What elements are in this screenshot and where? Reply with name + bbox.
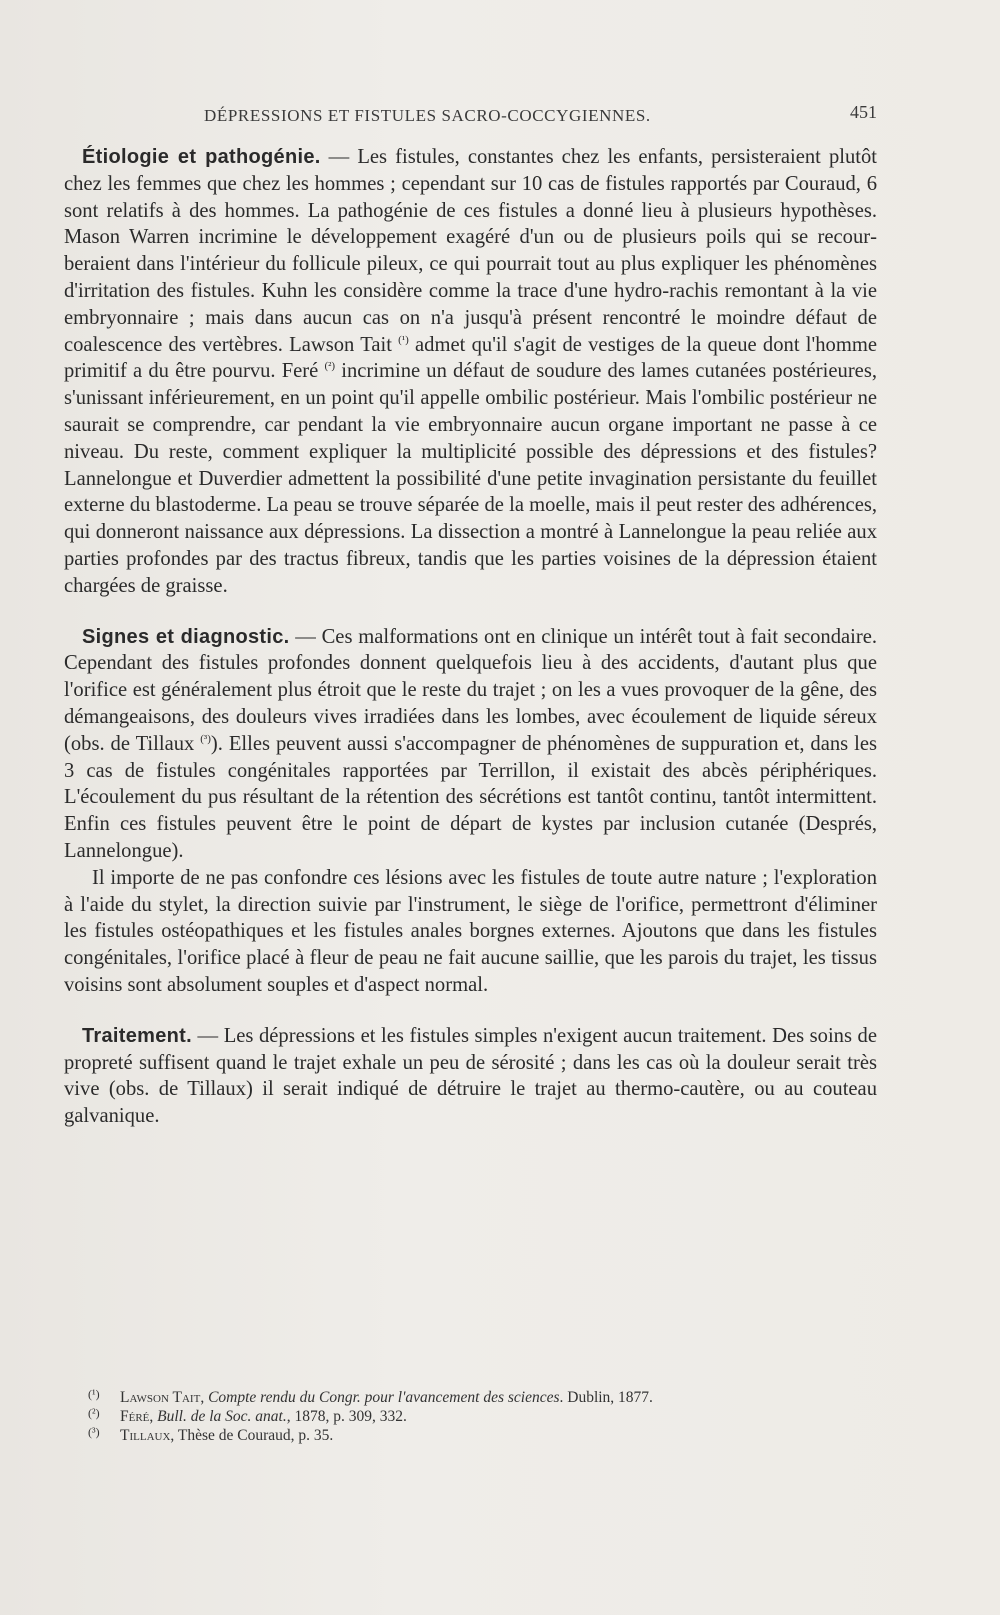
paragraph-text: — Les dépressions et les fistules simples n'exigent aucun traitement. Des soins de propreté suffisent quand le trajet exhale un peu de sérosité ; dans les cas où la douleur serait très vive (obs. de Tillaux) il serait indiqué de détruire le trajet au thermo-cautère, ou au couteau galvanique.	[64, 1024, 877, 1128]
footnote-reference: (³)	[200, 732, 211, 745]
footnote-1	[88, 1388, 878, 1407]
paragraph-text: — Les fistules, constantes chez les enfants, persisteraient plutôt chez les femmes que chez les hommes ; cependant sur 10 cas de fistules rapportés par Couraud, 6 sont relatifs à des hommes. La pathogénie de ces fistules a donné lieu à plusieurs hypothèses. Mason Warren incrimine le développement exagéré d'un ou de plusieurs poils qui se recourberaient dans l'intérieur du follicule pileux, ce qui pourrait tout au plus expliquer les phénomènes d'irritation des fistules. Kuhn les considère comme la trace d'une hydro-rachis remontant à la vie embryonnaire ; mais dans aucun cas on n'a jusqu'à présent rencontré le moindre défaut de coalescence des vertèbres. Lawson Tait	[64, 146, 877, 356]
footnote-separator: ,	[149, 1408, 158, 1425]
footnote-mark: (³)	[88, 1425, 100, 1439]
section-heading-etiologie: Étiologie et pathogénie.	[82, 146, 321, 168]
running-head	[64, 102, 877, 130]
footnote-reference: (²)	[324, 360, 336, 373]
footnote-reference: (¹)	[398, 333, 409, 346]
footnote-rest: Thèse de Couraud, p. 35.	[177, 1427, 334, 1444]
paragraph-text: — Ces malformations ont en clinique un intérêt tout à fait secondaire. Cependant des fistules profondes donnent quelquefois lieu à des accidents, d'autant plus que l'orifice est généralement plus étroit que le reste du trajet ; on les a vues provoquer de la gêne, des démangeaisons, des douleurs vives irradiées dans les lombes, avec écoulement de liquide séreux (obs. de Tillaux	[64, 625, 877, 755]
footnote-author: Féré	[120, 1408, 150, 1425]
footnote-2	[88, 1407, 878, 1426]
paragraph-text: admet qu'il s'agit de vestiges de la queue dont l'homme primitif a du être pourvu. Feré	[64, 333, 877, 383]
footnote-author: Tillaux	[120, 1427, 171, 1444]
paragraph-text: incrimine un défaut de soudure des lames cutanées postérieures, s'unissant inférieurement, en un point qu'il appelle ombilic postérieur. Mais l'ombilic postérieur ne saurait se comprendre, car pendant la vie embryonnaire aucun organe important ne passe à ce niveau. Du reste, comment expliquer la multiplicité possible des dépressions et des fistules? Lannelongue et Duverdier admettent la possibilité d'une petite invagination persistante du feuillet externe du blastoderme. La peau se trouve séparée de la moelle, mais il peut rester des adhérences, qui donneront naissance aux dépressions. La dissection a montré à Lannelongue la peau reliée aux parties profondes par des tractus fibreux, tandis que les parties voisines de la dépression étaient chargées de graisse.	[64, 360, 877, 597]
section-traitement	[64, 1023, 877, 1130]
footnote-title: Compte rendu du Congr. pour l'avancement des sciences	[208, 1389, 560, 1406]
section-etiologie	[64, 144, 877, 600]
paragraph-diagnostic: Il importe de ne pas confondre ces lésions avec les fistules de toute autre nature ; l'exploration à l'aide du stylet, la direction suivie par l'instrument, le siège de l'orifice, permettront d'éliminer les fistules ostéopathiques et les fistules anales borgnes externes. Ajoutons que dans les fistules congénitales, l'orifice placé à fleur de peau ne fait aucune saillie, que les parois du trajet, les tissus voisins sont absolument souples et d'aspect normal.	[64, 866, 877, 996]
footnote-mark: (¹)	[88, 1387, 100, 1401]
footnote-separator: ,	[170, 1427, 178, 1444]
section-signes	[64, 624, 877, 865]
footnote-3	[88, 1426, 878, 1445]
footnote-title: Bull. de la Soc. anat.	[157, 1408, 287, 1425]
running-title: DÉPRESSIONS ET FISTULES SACRO-COCCYGIENNES.	[204, 106, 651, 125]
footnote-rest: , 1878, p. 309, 332.	[286, 1408, 407, 1425]
footnote-separator: ,	[200, 1389, 209, 1406]
paragraph-text: ). Elles peuvent aussi s'accompagner de phénomènes de suppuration et, dans les 3 cas de fistules congénitales rapportées par Terrillon, il existait des abcès périphériques. L'écoulement du pus résultant de la rétention des sécrétions est tantôt continu, tantôt intermittent. Enfin ces fistules peuvent être le point de départ de kystes par inclusion cutanée (Després, Lannelongue).	[64, 732, 877, 862]
footnotes	[88, 1388, 878, 1445]
footnote-mark: (²)	[88, 1406, 100, 1420]
section-heading-traitement: Traitement.	[82, 1024, 192, 1047]
body-text	[64, 144, 877, 1130]
footnote-rest: . Dublin, 1877.	[559, 1389, 653, 1406]
footnote-author: Lawson Tait	[120, 1389, 201, 1406]
section-heading-signes: Signes et diagnostic.	[82, 625, 290, 648]
page-number: 451	[850, 102, 877, 122]
